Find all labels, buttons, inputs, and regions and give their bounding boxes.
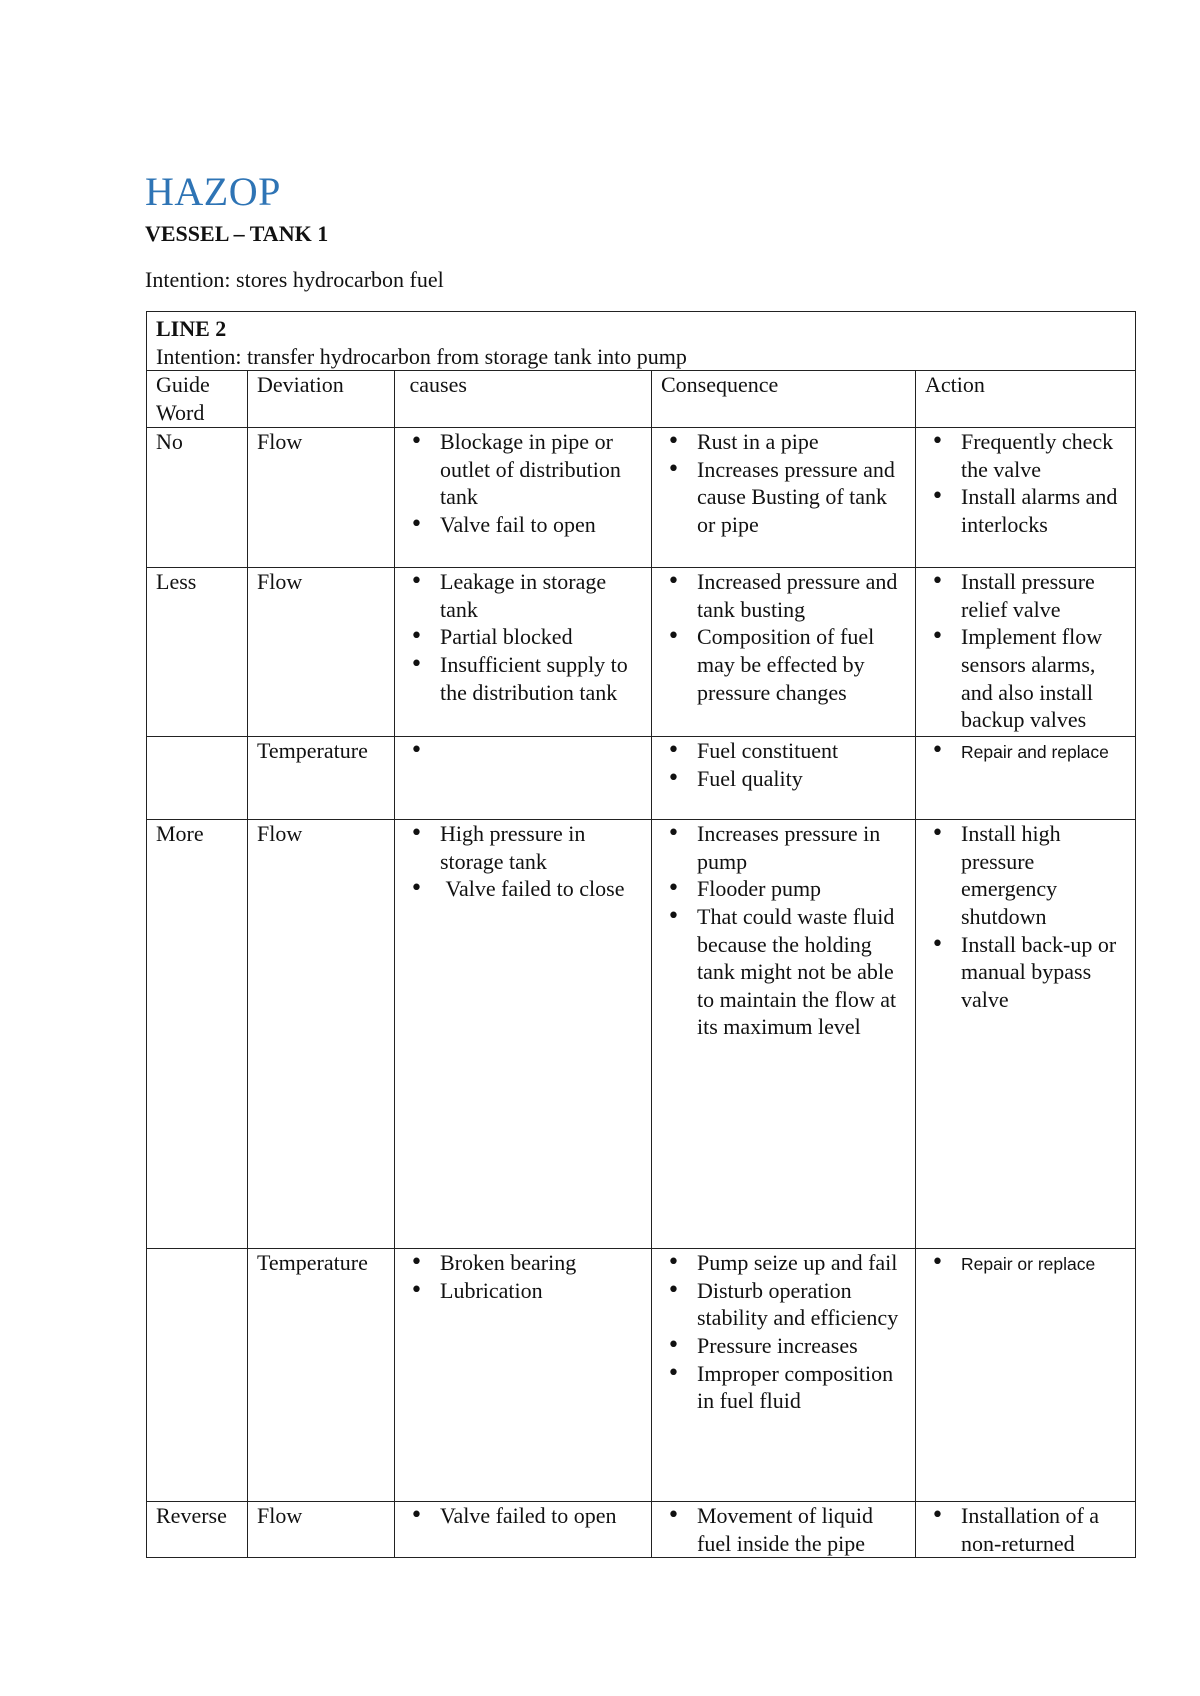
list-item xyxy=(697,875,909,903)
line-title: LINE 2 xyxy=(156,316,227,341)
list-item xyxy=(961,568,1129,623)
list-item-text: Leakage in storage tank xyxy=(440,569,607,622)
action-cell xyxy=(916,737,1136,820)
action-list xyxy=(925,1502,1129,1557)
table-row xyxy=(147,568,1136,737)
header-guide-word-text: Guide Word xyxy=(156,372,210,425)
document-subtitle: VESSEL – TANK 1 xyxy=(145,221,329,246)
list-item-text: Insufficient supply to the distribution tank xyxy=(440,651,628,705)
deviation-cell: Temperature xyxy=(248,737,395,820)
list-item xyxy=(697,737,909,765)
list-item xyxy=(961,1249,1129,1277)
header-action xyxy=(916,371,1136,428)
list-item xyxy=(697,568,909,623)
list-item-text: Install back-up or manual bypass valve xyxy=(961,931,1117,1012)
list-item-text: Composition of fuel may be effected by pressure changes xyxy=(697,624,875,705)
consequence-list xyxy=(661,820,909,1041)
list-item xyxy=(697,456,909,539)
header-deviation-text: Deviation xyxy=(257,372,344,398)
consequence-cell xyxy=(652,1502,916,1558)
header-consequence-text: Consequence xyxy=(661,372,779,398)
list-item-text: Flooder pump xyxy=(697,876,822,902)
list-item xyxy=(697,1360,909,1415)
list-item-text: Frequently check the valve xyxy=(961,429,1114,482)
hazop-table xyxy=(146,311,1136,1558)
action-list xyxy=(925,1249,1129,1277)
causes-list xyxy=(404,820,645,903)
causes-list xyxy=(404,1249,645,1304)
list-item-text: Valve failed to open xyxy=(440,1503,617,1529)
list-item-text: Broken bearing xyxy=(440,1250,577,1276)
list-item xyxy=(697,1249,909,1277)
list-item-text: Pressure increases xyxy=(697,1332,858,1358)
table-row xyxy=(147,820,1136,1249)
consequence-list xyxy=(661,568,909,706)
list-item xyxy=(961,931,1129,1014)
causes-cell xyxy=(395,1502,652,1558)
list-item xyxy=(440,568,645,623)
causes-list xyxy=(404,568,645,706)
action-cell xyxy=(916,1502,1136,1558)
list-item-text: Installation of a non-returned xyxy=(961,1503,1100,1556)
list-item-text: Valve failed to close xyxy=(440,876,625,902)
list-item-text: That could waste fluid because the holding tank might not be able to maintain the flow at its maximum level xyxy=(697,903,897,1040)
list-item xyxy=(440,511,645,539)
list-item xyxy=(440,1249,645,1277)
list-item xyxy=(961,483,1129,538)
causes-cell xyxy=(395,568,652,737)
list-item xyxy=(440,623,645,651)
guide-word-cell xyxy=(147,1249,248,1502)
list-item xyxy=(961,820,1129,930)
deviation-cell: Flow xyxy=(248,568,395,737)
consequence-list xyxy=(661,428,909,538)
guide-word-cell: Reverse xyxy=(147,1502,248,1558)
table-row xyxy=(147,737,1136,820)
list-item-text: Rust in a pipe xyxy=(697,429,819,455)
list-item xyxy=(697,765,909,793)
guide-word-cell: Less xyxy=(147,568,248,737)
action-cell xyxy=(916,568,1136,737)
header-action-text: Action xyxy=(925,372,985,398)
list-item xyxy=(697,903,909,1041)
deviation-cell: Flow xyxy=(248,428,395,568)
action-list xyxy=(925,568,1129,734)
action-list xyxy=(925,428,1129,538)
causes-cell xyxy=(395,428,652,568)
list-item-text: Increases pressure and cause Busting of tank or pipe xyxy=(697,456,895,537)
list-item-text: Increased pressure and tank busting xyxy=(697,569,898,622)
list-item xyxy=(440,428,645,511)
causes-cell xyxy=(395,820,652,1249)
list-item xyxy=(440,1502,645,1530)
consequence-list xyxy=(661,1249,909,1415)
causes-cell xyxy=(395,1249,652,1502)
line-intention: Intention: transfer hydrocarbon from storage tank into pump xyxy=(156,343,687,369)
list-item-text: Increases pressure in pump xyxy=(697,821,881,874)
list-item xyxy=(961,623,1129,733)
list-item-text: Pump seize up and fail xyxy=(697,1250,898,1276)
list-item xyxy=(440,651,645,706)
consequence-cell xyxy=(652,737,916,820)
list-item-text: Install high pressure emergency shutdown xyxy=(961,821,1061,929)
list-item xyxy=(961,428,1129,483)
list-item-text: Repair and replace xyxy=(961,742,1109,763)
consequence-list xyxy=(661,1502,909,1557)
line-header-cell xyxy=(147,312,1136,371)
vessel-intention: Intention: stores hydrocarbon fuel xyxy=(145,267,444,292)
document-title: HAZOP xyxy=(145,169,281,214)
list-item xyxy=(697,1277,909,1332)
deviation-cell: Flow xyxy=(248,1502,395,1558)
deviation-cell: Temperature xyxy=(248,1249,395,1502)
list-item xyxy=(697,820,909,875)
list-item xyxy=(961,737,1129,765)
consequence-cell xyxy=(652,428,916,568)
consequence-cell xyxy=(652,568,916,737)
table-row xyxy=(147,1249,1136,1502)
list-item-text: High pressure in storage tank xyxy=(440,821,586,874)
action-cell xyxy=(916,820,1136,1249)
list-item xyxy=(697,1502,909,1557)
action-cell xyxy=(916,1249,1136,1502)
list-item-text: Disturb operation stability and efficiency xyxy=(697,1277,899,1331)
consequence-cell xyxy=(652,820,916,1249)
causes-list xyxy=(404,1502,645,1530)
list-item-text: Movement of liquid fuel inside the pipe xyxy=(697,1503,873,1556)
table-row xyxy=(147,428,1136,568)
consequence-list xyxy=(661,737,909,792)
list-item-text: Implement flow sensors alarms, and also install backup valves xyxy=(961,624,1103,733)
guide-word-cell: No xyxy=(147,428,248,568)
list-item xyxy=(961,1502,1129,1557)
action-list xyxy=(925,737,1129,765)
table-row xyxy=(147,1502,1136,1558)
list-item-text: Repair or replace xyxy=(961,1254,1096,1275)
list-item xyxy=(697,428,909,456)
list-item xyxy=(440,820,645,875)
list-item-text: Lubrication xyxy=(440,1277,543,1303)
list-item-text: Fuel constituent xyxy=(697,738,839,764)
guide-word-cell: More xyxy=(147,820,248,1249)
header-guide-word xyxy=(147,371,248,428)
action-cell xyxy=(916,428,1136,568)
deviation-cell: Flow xyxy=(248,820,395,1249)
consequence-cell xyxy=(652,1249,916,1502)
header-consequence xyxy=(652,371,916,428)
header-causes-text: causes xyxy=(404,372,467,398)
list-item-text: Improper composition in fuel fluid xyxy=(697,1360,894,1414)
guide-word-cell xyxy=(147,737,248,820)
list-item xyxy=(440,1277,645,1305)
header-causes xyxy=(395,371,652,428)
causes-list xyxy=(404,428,645,538)
list-item-text: Blockage in pipe or outlet of distribution tank xyxy=(440,429,621,510)
list-item xyxy=(697,623,909,706)
line-header-row xyxy=(147,312,1136,371)
causes-cell xyxy=(395,737,652,820)
header-deviation xyxy=(248,371,395,428)
list-item-text: Install pressure relief valve xyxy=(961,569,1095,622)
list-item xyxy=(440,875,645,903)
list-item xyxy=(697,1332,909,1360)
action-list xyxy=(925,820,1129,1013)
list-item-text: Valve fail to open xyxy=(440,511,596,537)
list-item-text: Install alarms and interlocks xyxy=(961,484,1118,537)
list-item-text: Fuel quality xyxy=(697,765,803,791)
list-item-text: Partial blocked xyxy=(440,624,573,650)
column-header-row xyxy=(147,371,1136,428)
